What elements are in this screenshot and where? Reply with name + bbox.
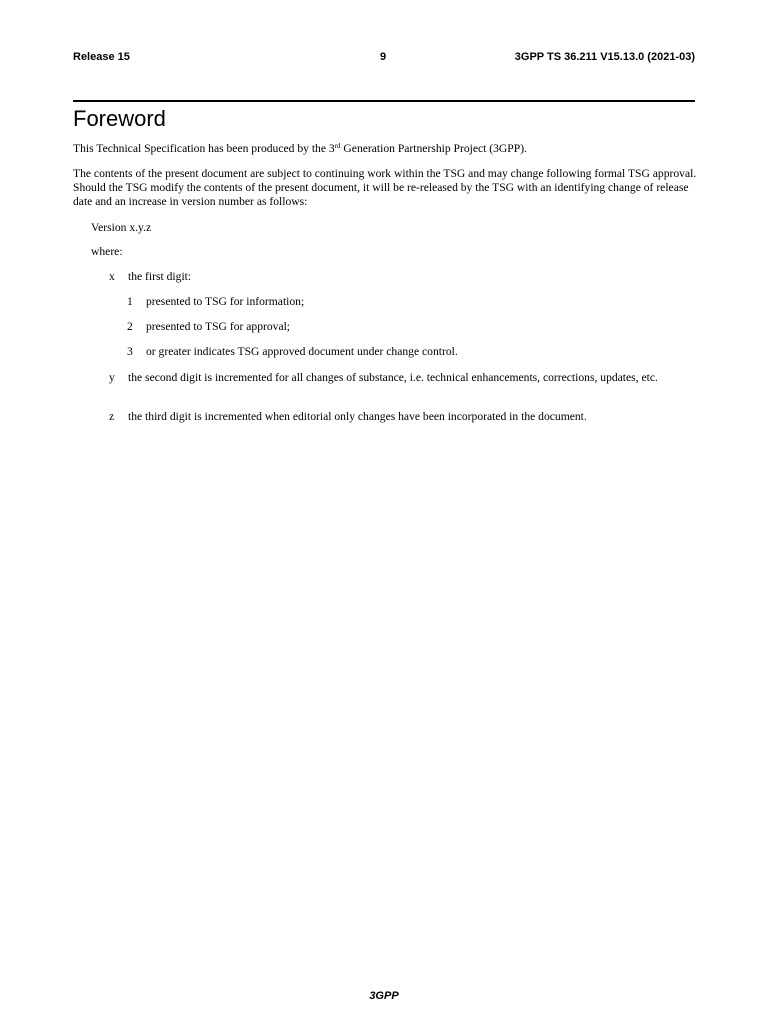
list-item-label: x: [109, 270, 115, 283]
list-item-text: or greater indicates TSG approved document under change control.: [146, 345, 458, 358]
page-number: 9: [380, 51, 387, 63]
list-item-label: 3: [127, 345, 133, 358]
list-item-text: the second digit is incremented for all changes of substance, i.e. technical enhancements, corrections, updates, etc.: [128, 371, 658, 384]
version-format: Version x.y.z: [91, 221, 152, 234]
release-label: Release 15: [73, 51, 130, 63]
list-item-text: presented to TSG for approval;: [146, 320, 291, 333]
list-item-text: the third digit is incremented when editorial only changes have been incorporated in the document.: [128, 410, 587, 423]
where-label: where:: [91, 245, 123, 258]
intro-text-after: Generation Partnership Project (3GPP).: [340, 142, 527, 155]
list-item-label: z: [109, 410, 115, 423]
list-item-label: y: [109, 371, 115, 384]
intro-superscript: rd: [334, 142, 341, 150]
list-item-label: 2: [127, 320, 133, 333]
list-item-text: presented to TSG for information;: [146, 295, 305, 308]
list-item-text: the first digit:: [128, 270, 192, 283]
contents-paragraph: The contents of the present document are subject to continuing work within the TSG and may change following formal TSG approval. Should the TSG modify the contents of the present document, it will be re-released by the TSG with an identifying change of release date and an increase in version number as follows:: [73, 167, 697, 208]
title-rule: [73, 100, 695, 102]
page-footer: 3GPP: [369, 990, 399, 1002]
intro-text-before: This Technical Specification has been produced by the 3: [73, 142, 335, 155]
section-title: Foreword: [73, 106, 166, 131]
list-item-label: 1: [127, 295, 133, 308]
page-header: [73, 51, 695, 67]
spec-identifier: 3GPP TS 36.211 V15.13.0 (2021-03): [514, 51, 695, 63]
intro-paragraph: [73, 142, 698, 156]
